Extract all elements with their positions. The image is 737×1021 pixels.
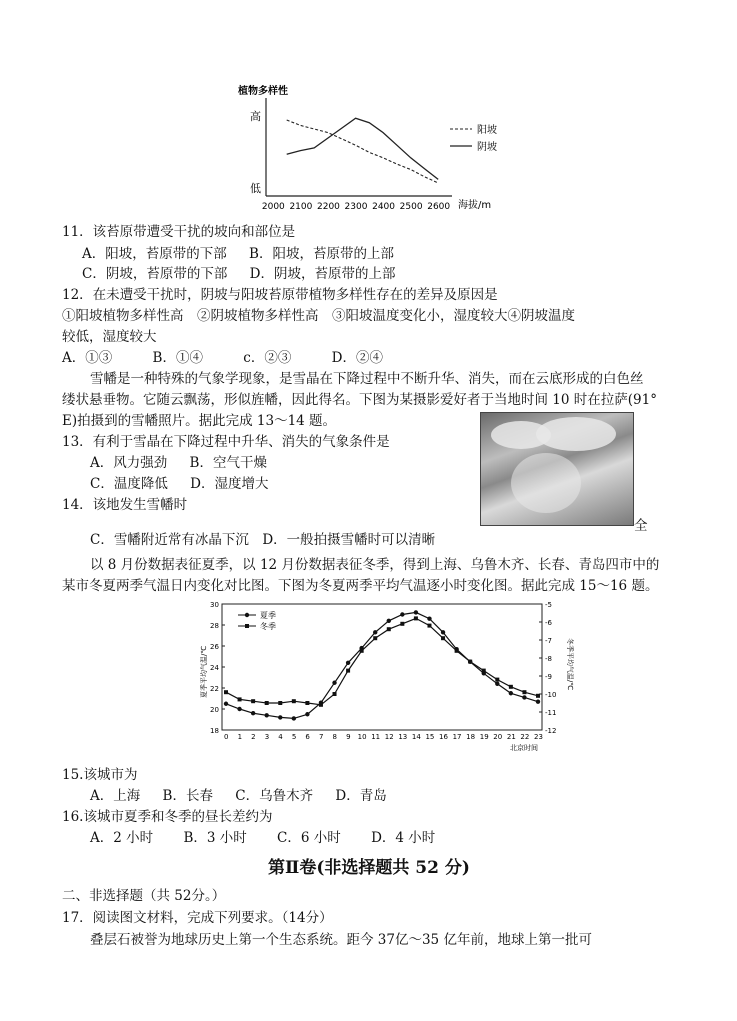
q15-option-b: B．长春 bbox=[162, 788, 213, 804]
question-12-options bbox=[62, 346, 401, 366]
chart2-summer-point bbox=[346, 661, 350, 665]
chart2-winter-point bbox=[400, 622, 404, 626]
chart2-x-tick: 3 bbox=[264, 733, 270, 741]
chart2-x-tick: 12 bbox=[384, 733, 394, 741]
chart2-winter-point bbox=[360, 649, 364, 653]
chart2-x-tick: 5 bbox=[291, 733, 297, 741]
passage-13-line1: 雪幡是一种特殊的气象学现象，是雪晶在下降过程中不断升华、消失，而在云底形成的白色丝 bbox=[90, 371, 644, 387]
chart2-summer-point bbox=[441, 630, 445, 634]
chart2-winter-point bbox=[278, 701, 282, 705]
question-11-options-row1 bbox=[82, 242, 412, 262]
chart2-winter-point bbox=[468, 660, 472, 664]
chart1-x-tick: 2200 bbox=[317, 202, 340, 212]
chart2-winter-point bbox=[455, 649, 459, 653]
passage-15-line2: 某市冬夏两季气温日内变化对比图。下图为冬夏两季平均气温逐小时变化图。据此完成 15～16 题。 bbox=[62, 578, 659, 594]
chart2-xlabel: 北京时间 bbox=[510, 744, 538, 752]
q13-option-c: C．温度降低 bbox=[90, 476, 168, 492]
chart2-summer-point bbox=[264, 713, 268, 717]
chart2-x-tick: 8 bbox=[332, 733, 337, 741]
chart2-x-tick: 20 bbox=[493, 733, 503, 741]
chart2-summer-point bbox=[305, 712, 309, 716]
question-16-options bbox=[90, 826, 453, 846]
question-17-passage: 叠层石被誉为地球历史上第一个生态系统。距今 37亿～35 亿年前，地球上第一批可 bbox=[90, 932, 592, 948]
chart2-right-tick: -9 bbox=[545, 673, 552, 681]
chart2-summer-point bbox=[332, 681, 336, 685]
question-12-items: ①阳坡植物多样性高 ②阴坡植物多样性高 ③阳坡温度变化小，湿度较大④阴坡温度 bbox=[62, 308, 575, 324]
chart2-x-tick: 23 bbox=[534, 733, 543, 741]
passage-13-line2: 缕状悬垂物。它随云飘荡，形似旌幡，因此得名。下图为某摄影爱好者于当地时间 10 时在拉萨(91° bbox=[62, 392, 657, 408]
chart2-winter-point bbox=[265, 701, 269, 705]
q11-option-a: A．阳坡，苔原带的下部 bbox=[82, 246, 227, 262]
q15-option-d: D．青岛 bbox=[335, 788, 387, 804]
question-12: 12．在未遭受干扰时，阴坡与阳坡苔原带植物多样性存在的差异及原因是 bbox=[62, 287, 498, 303]
chart1-y-high: 高 bbox=[250, 110, 261, 123]
question-14-trailing: 全 bbox=[634, 518, 648, 534]
chart2-winter-point bbox=[346, 669, 350, 673]
chart2-summer-point bbox=[237, 707, 241, 711]
q16-option-b: B．3 小时 bbox=[183, 830, 247, 846]
chart2-winter-point bbox=[238, 697, 242, 701]
chart1-ylabel: 植物多样性 bbox=[238, 86, 288, 97]
chart2-x-tick: 13 bbox=[398, 733, 408, 741]
chart2-right-tick: -10 bbox=[545, 691, 557, 699]
chart2-summer-point bbox=[536, 699, 540, 703]
chart2-x-tick: 10 bbox=[357, 733, 367, 741]
passage-15-line1: 以 8 月份数据表征夏季，以 12 月份数据表征冬季，得到上海、乌鲁木齐、长春、青岛四市中的 bbox=[90, 557, 660, 573]
chart1-x-tick: 2300 bbox=[344, 202, 368, 212]
chart2-x-tick: 0 bbox=[224, 733, 229, 741]
chart2-x-tick: 15 bbox=[425, 733, 435, 741]
q13-option-b: B．空气干燥 bbox=[189, 455, 267, 471]
q12-option-a: A．①③ bbox=[62, 350, 113, 366]
q13-option-a: A．风力强劲 bbox=[90, 455, 168, 471]
chart2-right-tick: -8 bbox=[545, 655, 552, 663]
chart2-summer-point bbox=[251, 711, 255, 715]
q12-option-c: c．②③ bbox=[243, 350, 292, 366]
legend-yin-label: 阴坡 bbox=[477, 142, 497, 153]
virga-photo bbox=[480, 412, 634, 526]
chart2-ylabel-right: 冬季平均气温/℃ bbox=[566, 638, 574, 691]
legend-winter-label: 冬季 bbox=[260, 622, 276, 631]
chart2-x-tick: 16 bbox=[439, 733, 448, 741]
chart1-x-tick: 2600 bbox=[427, 202, 451, 212]
chart2-winter-point bbox=[536, 694, 540, 698]
q16-option-d: D．4 小时 bbox=[371, 830, 436, 846]
q15-option-a: A．上海 bbox=[90, 788, 141, 804]
chart1-x-tick: 2400 bbox=[372, 202, 396, 212]
chart1-x-tick: 2100 bbox=[289, 202, 313, 212]
chart2-winter-point bbox=[224, 690, 228, 694]
chart2-summer-point bbox=[495, 682, 499, 686]
chart2-x-tick: 21 bbox=[506, 733, 516, 741]
chart2-winter-point bbox=[319, 703, 323, 707]
chart2-left-tick: 26 bbox=[210, 643, 219, 651]
section-2-heading: 第Ⅱ卷(非选择题共 52 分) bbox=[268, 858, 470, 878]
chart2-x-tick: 2 bbox=[251, 733, 256, 741]
chart2-x-tick: 1 bbox=[237, 733, 243, 741]
question-11: 11．该苔原带遭受干扰的坡向和部位是 bbox=[62, 224, 296, 240]
q15-option-c: C．乌鲁木齐 bbox=[235, 788, 314, 804]
chart1-y-low: 低 bbox=[250, 182, 261, 195]
question-14-options: C．雪幡附近常有冰晶下沉 D．一般拍摄雪幡时可以清晰 bbox=[90, 532, 436, 548]
question-15: 15.该城市为 bbox=[62, 767, 138, 783]
chart1-x-tick: 2000 bbox=[261, 202, 285, 212]
question-13-options-row2 bbox=[90, 472, 286, 492]
chart2-winter-point bbox=[387, 627, 391, 631]
chart2-winter-point bbox=[482, 669, 486, 673]
chart2-summer-point bbox=[278, 715, 282, 719]
chart2-right-tick: -5 bbox=[545, 601, 552, 609]
chart2-right-tick: -6 bbox=[545, 619, 552, 627]
chart1-xlabel: 海拔/m bbox=[458, 200, 492, 211]
q16-option-c: C．6 小时 bbox=[277, 830, 341, 846]
question-13: 13．有利于雪晶在下降过程中升华、消失的气象条件是 bbox=[62, 434, 390, 450]
chart2-summer-point bbox=[373, 630, 377, 634]
chart2-x-tick: 7 bbox=[318, 733, 324, 741]
chart2-x-tick: 19 bbox=[479, 733, 489, 741]
chart2-left-tick: 22 bbox=[210, 685, 219, 693]
chart2-series-winter bbox=[226, 618, 538, 704]
question-17: 17．阅读图文材料，完成下列要求。（14分） bbox=[62, 910, 333, 926]
legend-winter-marker bbox=[245, 624, 249, 628]
chart2-left-tick: 20 bbox=[210, 706, 219, 714]
chart2-right-tick: -7 bbox=[545, 637, 552, 645]
chart2-left-tick: 24 bbox=[210, 664, 219, 672]
q11-option-c: C．阴坡，苔原带的下部 bbox=[82, 266, 228, 282]
chart2-x-tick: 22 bbox=[520, 733, 530, 741]
chart1-x-tick: 2500 bbox=[399, 202, 423, 212]
chart2-x-tick: 18 bbox=[466, 733, 476, 741]
chart2-summer-point bbox=[509, 691, 513, 695]
chart2-summer-point bbox=[292, 716, 296, 720]
part-2-heading: 二、非选择题（共 52分。） bbox=[62, 888, 226, 904]
chart2-summer-point bbox=[427, 617, 431, 621]
chart2-summer-point bbox=[387, 619, 391, 623]
chart2-summer-point bbox=[400, 612, 404, 616]
q13-option-d: D．湿度增大 bbox=[190, 476, 269, 492]
q11-option-b: B．阳坡，苔原带的上部 bbox=[249, 246, 394, 262]
q11-option-d: D．阴坡，苔原带的上部 bbox=[249, 266, 396, 282]
chart2-right-tick: -11 bbox=[545, 709, 557, 717]
chart2-summer-point bbox=[414, 610, 418, 614]
chart2-winter-point bbox=[522, 690, 526, 694]
passage-13-line3: E)拍摄到的雪幡照片。据此完成 13～14 题。 bbox=[62, 413, 337, 429]
chart2-left-tick: 30 bbox=[210, 601, 219, 609]
legend-summer-marker bbox=[245, 613, 249, 617]
altitude-diversity-chart bbox=[230, 80, 510, 215]
chart2-x-tick: 17 bbox=[452, 733, 462, 741]
chart2-summer-point bbox=[224, 702, 228, 706]
chart2-right-tick: -12 bbox=[545, 727, 557, 735]
chart2-winter-point bbox=[333, 692, 337, 696]
question-16: 16.该城市夏季和冬季的昼长差约为 bbox=[62, 809, 273, 825]
q16-option-a: A．2 小时 bbox=[90, 830, 154, 846]
chart2-winter-point bbox=[414, 616, 418, 620]
q12-option-d: D．②④ bbox=[331, 350, 383, 366]
question-12-items-cont: 较低，湿度较大 bbox=[62, 329, 157, 345]
chart2-winter-point bbox=[441, 636, 445, 640]
chart2-x-tick: 4 bbox=[278, 733, 283, 741]
chart2-winter-point bbox=[427, 624, 431, 628]
chart1-series-yang bbox=[287, 120, 439, 183]
question-14: 14．该地发生雪幡时 bbox=[62, 497, 188, 513]
chart2-ylabel-left: 夏季平均气温/℃ bbox=[200, 645, 208, 698]
chart2-winter-point bbox=[292, 699, 296, 703]
chart2-left-tick: 28 bbox=[210, 622, 219, 630]
question-15-options bbox=[90, 784, 405, 804]
chart2-x-tick: 6 bbox=[305, 733, 310, 741]
q12-option-b: B．①④ bbox=[152, 350, 203, 366]
chart2-winter-point bbox=[373, 636, 377, 640]
temperature-chart bbox=[198, 598, 578, 753]
chart2-winter-point bbox=[251, 699, 255, 703]
chart2-winter-point bbox=[495, 678, 499, 682]
chart2-winter-point bbox=[305, 701, 309, 705]
chart2-left-tick: 18 bbox=[210, 727, 219, 735]
chart2-x-tick: 14 bbox=[411, 733, 421, 741]
chart2-winter-point bbox=[509, 685, 513, 689]
chart2-x-tick: 11 bbox=[371, 733, 381, 741]
question-13-options-row1 bbox=[90, 451, 285, 471]
legend-summer-label: 夏季 bbox=[260, 611, 276, 620]
chart2-summer-point bbox=[522, 695, 526, 699]
chart2-x-tick: 9 bbox=[346, 733, 351, 741]
question-11-options-row2 bbox=[82, 262, 413, 282]
legend-yang-label: 阳坡 bbox=[477, 125, 497, 136]
